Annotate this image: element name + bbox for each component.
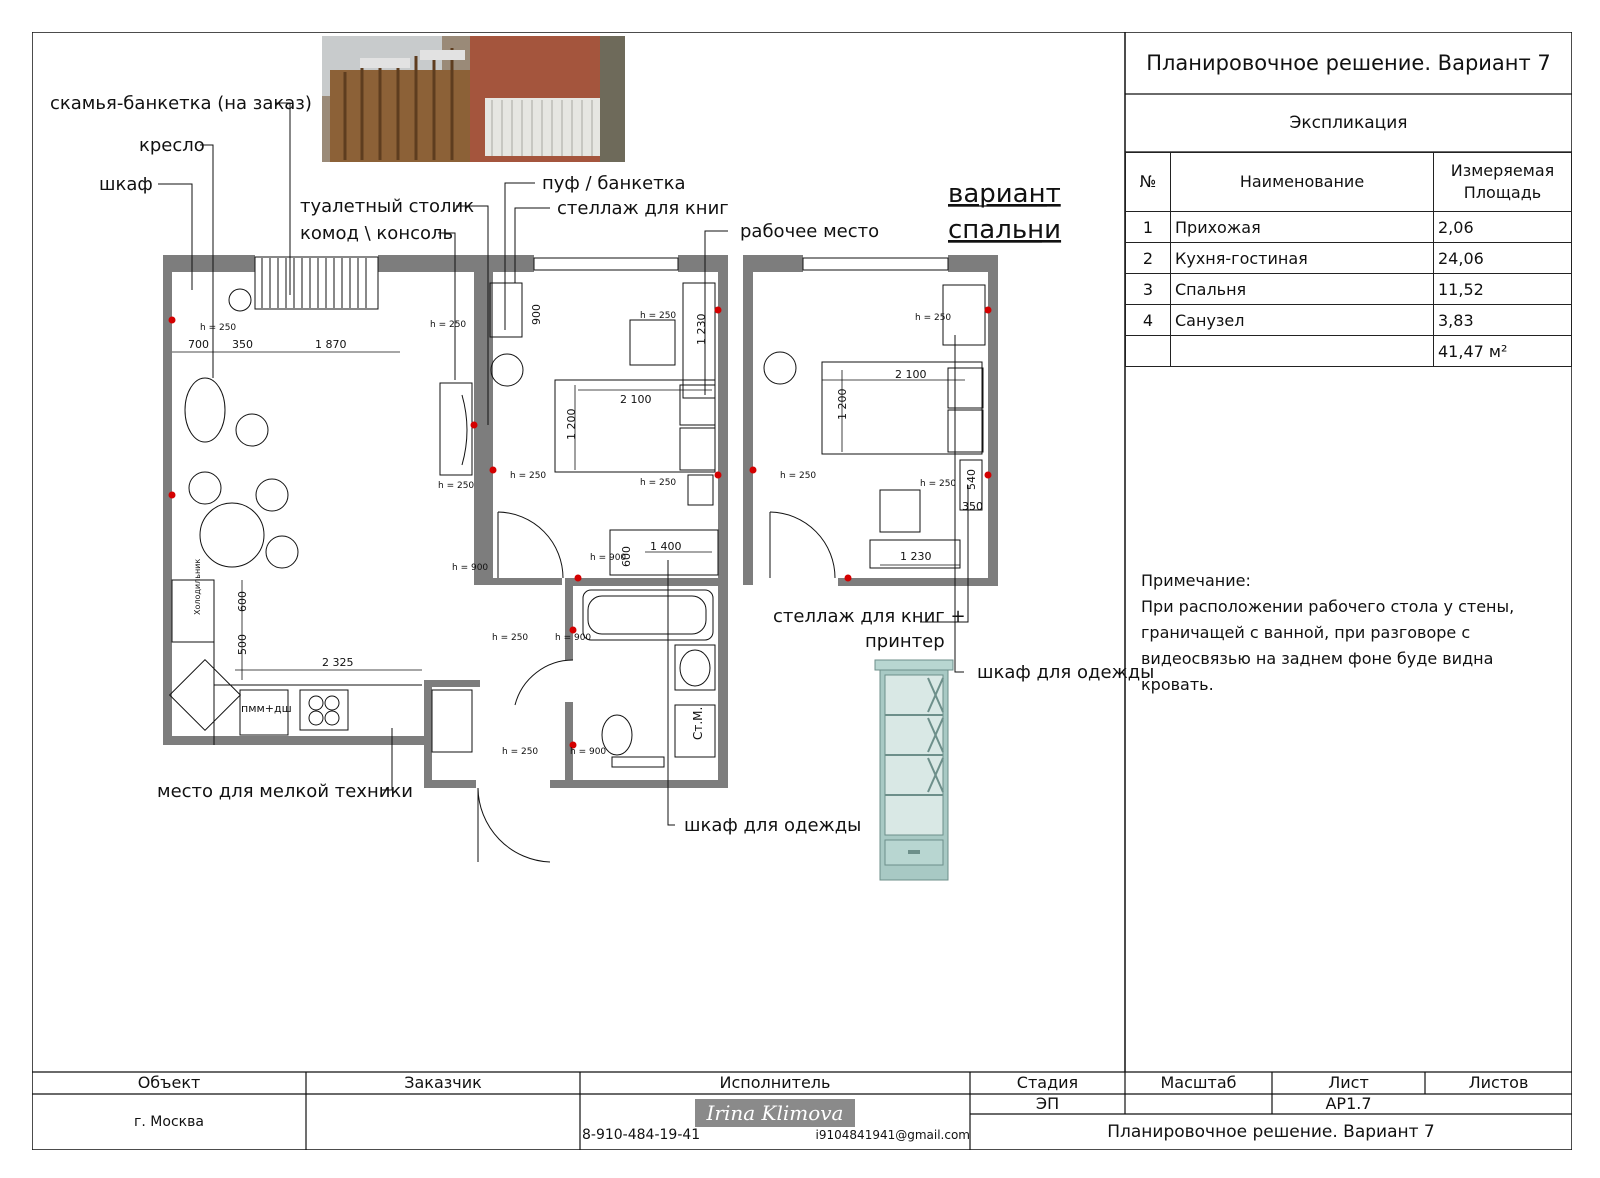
dim-900: 900 (530, 304, 543, 325)
row-area: 24,06 (1434, 243, 1572, 274)
socket-height-label: h = 250 (438, 481, 475, 491)
callout-small-appliances: место для мелкой техники (157, 781, 413, 802)
socket-height-label: h = 900 (452, 563, 489, 573)
stamp-sheet-value: АР1.7 (1325, 1094, 1372, 1113)
socket-height-label: h = 250 (430, 320, 467, 330)
callout-dresser: комод \ консоль (300, 223, 454, 244)
stamp-executor-header: Исполнитель (719, 1073, 831, 1092)
callout-bookshelf-printer-line1: стеллаж для книг + (773, 606, 966, 627)
socket-height-label: h = 250 (915, 313, 952, 323)
header-no: № (1126, 153, 1171, 212)
callout-vanity: туалетный столик (300, 196, 475, 217)
row-name: Кухня-гостиная (1171, 243, 1434, 274)
dim-1230: 1 230 (695, 313, 708, 345)
socket-height-label: h = 250 (502, 747, 539, 757)
socket-height-label: h = 250 (920, 479, 957, 489)
row-name: Спальня (1171, 274, 1434, 305)
stamp-email: i9104841941@gmail.com (815, 1128, 970, 1142)
table-row (1126, 305, 1572, 336)
callout-wardrobe: шкаф (99, 174, 153, 195)
table-row (1126, 212, 1572, 243)
explication-title: Экспликация (1289, 113, 1408, 133)
callout-clothes-wardrobe-alt: шкаф для одежды (977, 662, 1155, 683)
stamp-document-title: Планировочное решение. Вариант 7 (1107, 1122, 1435, 1142)
dim-2325: 2 325 (322, 656, 354, 669)
stamp-sheet-header: Лист (1328, 1073, 1369, 1092)
stamp-scale-header: Масштаб (1160, 1073, 1237, 1092)
row-no: 2 (1126, 243, 1171, 274)
table-row (1126, 274, 1572, 305)
note-block (1141, 568, 1566, 698)
note-heading: Примечание: (1141, 571, 1251, 590)
variant-label-line2: спальни (948, 215, 1062, 245)
stamp-client-header: Заказчик (404, 1073, 482, 1092)
callout-clothes-wardrobe: шкаф для одежды (684, 815, 862, 836)
callout-bookshelf-printer-line2: принтер (865, 631, 945, 652)
dim-1870: 1 870 (315, 338, 347, 351)
bench-photo (322, 36, 625, 162)
fridge-label: Холодильник (193, 558, 202, 615)
washer-label: Ст.М. (691, 706, 705, 740)
bookshelf-illustration (875, 660, 953, 880)
explication-table (1125, 152, 1572, 367)
dim-540-alt: 540 (965, 469, 978, 490)
socket-height-label: h = 250 (492, 633, 529, 643)
note-text: При расположении рабочего стола у стены, граничащей с ванной, при разговоре с видеосвязью на заднем фоне буде видна кровать. (1141, 597, 1515, 694)
table-total-row (1126, 336, 1572, 367)
dishwasher-label: пмм+дш (241, 702, 292, 715)
callout-armchair: кресло (139, 135, 205, 156)
socket-height-label: h = 250 (640, 311, 677, 321)
variant-label-line1: вариант (948, 179, 1061, 209)
socket-height-label: h = 250 (640, 478, 677, 488)
socket-height-label: h = 250 (510, 471, 547, 481)
dim-600-bed: 600 (620, 546, 633, 567)
row-no: 3 (1126, 274, 1171, 305)
stamp-stage-value: ЭП (1035, 1094, 1060, 1113)
callout-bench: скамья-банкетка (на заказ) (50, 93, 312, 114)
socket-height-label: h = 900 (590, 553, 627, 563)
alt-bedroom-plan (743, 255, 998, 586)
socket-height-label: h = 900 (570, 747, 607, 757)
callout-pouf: пуф / банкетка (542, 173, 686, 194)
table-row (1126, 243, 1572, 274)
header-name: Наименование (1171, 153, 1434, 212)
stamp-object-header: Объект (137, 1073, 201, 1092)
stamp-object-value: г. Москва (134, 1114, 204, 1130)
explication-panel (1125, 32, 1572, 1072)
callout-workplace: рабочее место (740, 221, 880, 242)
stamp-phone: 8-910-484-19-41 (582, 1127, 701, 1143)
socket-height-label: h = 900 (555, 633, 592, 643)
table-header-row (1126, 153, 1572, 212)
dim-1200: 1 200 (565, 408, 578, 440)
dim-700: 700 (188, 338, 209, 351)
dim-2100: 2 100 (620, 393, 652, 406)
row-name: Прихожая (1171, 212, 1434, 243)
row-area: 11,52 (1434, 274, 1572, 305)
row-area: 3,83 (1434, 305, 1572, 336)
dim-2100-alt: 2 100 (895, 368, 927, 381)
row-name: Санузел (1171, 305, 1434, 336)
socket-height-label: h = 250 (780, 471, 817, 481)
dim-350: 350 (232, 338, 253, 351)
stamp-sheets-header: Листов (1468, 1073, 1529, 1092)
dim-350-alt: 350 (962, 500, 983, 513)
stamp-stage-header: Стадия (1016, 1073, 1079, 1092)
dim-600: 600 (236, 591, 249, 612)
executor-logo: Irina Klimova (695, 1099, 855, 1127)
sheet-title: Планировочное решение. Вариант 7 (1146, 51, 1551, 75)
dim-500: 500 (236, 634, 249, 655)
total-area: 41,47 м² (1434, 336, 1572, 367)
callout-bookshelf: стеллаж для книг (557, 198, 729, 219)
row-area: 2,06 (1434, 212, 1572, 243)
row-no: 1 (1126, 212, 1171, 243)
socket-height-label: h = 250 (200, 323, 237, 333)
row-no: 4 (1126, 305, 1171, 336)
header-area: Измеряемая Площадь (1434, 153, 1572, 212)
dim-1230-alt: 1 230 (900, 550, 932, 563)
dim-1200-alt: 1 200 (836, 388, 849, 420)
dim-1400: 1 400 (650, 540, 682, 553)
